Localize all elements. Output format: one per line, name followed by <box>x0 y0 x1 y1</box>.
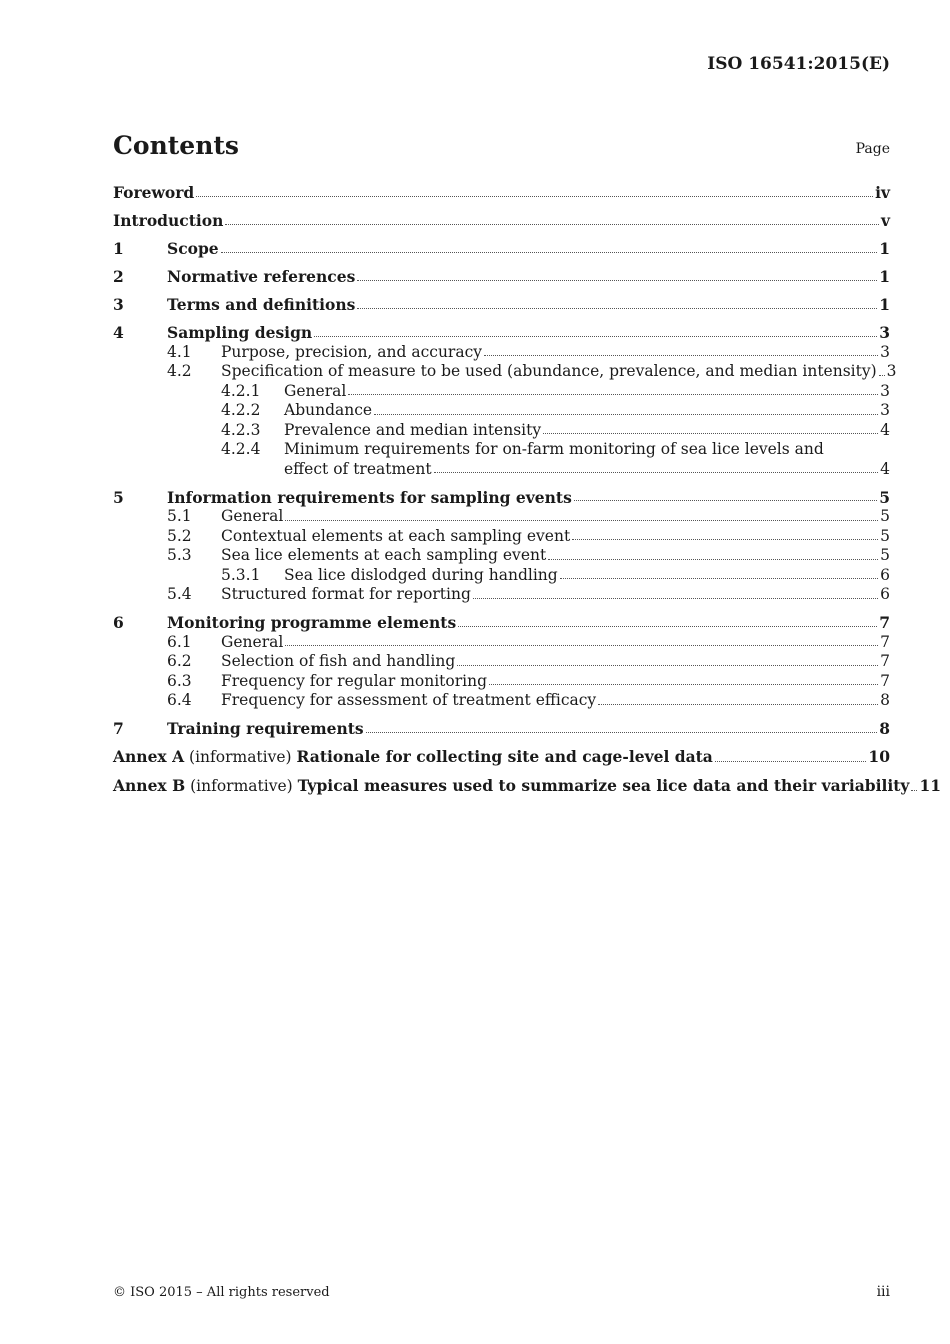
toc-entry-terms-definitions[interactable] <box>113 295 890 315</box>
toc-entry-page: 1 <box>879 295 890 314</box>
toc-entry-number: 2 <box>113 267 124 286</box>
toc-entry-page: 5 <box>880 507 890 525</box>
toc-entry-page: 7 <box>880 671 890 690</box>
annex-identifier: Annex B <box>113 776 186 795</box>
dot-leader <box>458 626 877 627</box>
toc-entry-page: 11 <box>919 776 942 795</box>
toc-entry-number: 4.2.4 <box>221 440 261 458</box>
dot-leader <box>911 790 917 791</box>
toc-entry-number: 4.2.2 <box>221 401 261 419</box>
toc-entry-page: 7 <box>880 652 890 670</box>
standard-identifier: ISO 16541:2015(E) <box>707 54 890 74</box>
toc-entry-title: Contextual elements at each sampling event <box>221 526 571 545</box>
toc-entry-number: 6 <box>113 613 124 632</box>
annex-title: Typical measures used to summarize sea lice data and their variability <box>297 776 910 795</box>
toc-entry-page: 5 <box>879 487 890 507</box>
toc-entry-page: 3 <box>880 342 890 361</box>
toc-entry-title: Structured format for reporting <box>221 585 471 603</box>
toc-entry-number: 4.2.3 <box>221 420 261 439</box>
toc-entry-number: 5.4 <box>167 585 192 603</box>
toc-entry-page: 1 <box>879 267 890 286</box>
toc-entry-number: 6.4 <box>167 691 192 709</box>
dot-leader <box>715 761 867 762</box>
dot-leader <box>484 355 878 356</box>
dot-leader <box>374 414 878 415</box>
dot-leader <box>574 500 877 501</box>
toc-entry-number: 4.1 <box>167 342 192 361</box>
toc-entry-sampling-design[interactable] <box>113 323 890 343</box>
toc-entry-page: iv <box>875 183 890 202</box>
annex-identifier: Annex A <box>113 747 185 766</box>
toc-entry-number: 5.3.1 <box>221 565 261 584</box>
toc-entry-4-2[interactable] <box>113 362 897 382</box>
dot-leader <box>348 394 878 395</box>
toc-entry-page: 8 <box>879 719 890 738</box>
annex-type: (informative) <box>189 748 292 766</box>
dot-leader <box>221 252 878 253</box>
toc-entry-title: Sea lice elements at each sampling event <box>221 546 547 564</box>
toc-entry-title-line1: Minimum requirements for on-farm monitoring of sea lice levels and <box>284 440 824 458</box>
toc-entry-title: Training requirements <box>167 719 364 738</box>
toc-entry-number: 7 <box>113 719 124 738</box>
dot-leader <box>434 472 879 473</box>
toc-entry-4-2-2[interactable] <box>113 401 890 421</box>
toc-entry-training-requirements[interactable] <box>113 719 890 739</box>
annex-type: (informative) <box>190 777 293 795</box>
page-number: iii <box>876 1284 890 1300</box>
dot-leader <box>560 578 878 579</box>
toc-entry-6-1[interactable] <box>113 633 890 653</box>
toc-entry-title: Selection of fish and handling <box>221 652 456 670</box>
toc-entry-number: 3 <box>113 295 124 314</box>
toc-entry-title: General <box>221 632 284 651</box>
dot-leader <box>357 280 877 281</box>
toc-entry-number: 4 <box>113 323 124 342</box>
toc-entry-scope[interactable] <box>113 239 890 259</box>
toc-entry-page: 3 <box>880 401 890 419</box>
toc-entry-page: 3 <box>880 381 890 400</box>
toc-entry-title: Abundance <box>284 401 373 419</box>
dot-leader <box>548 559 878 560</box>
toc-entry-number: 5.2 <box>167 526 192 545</box>
toc-entry-page: 7 <box>879 613 890 632</box>
toc-entry-number: 6.1 <box>167 632 192 651</box>
toc-entry-title: Prevalence and median intensity <box>284 420 542 439</box>
dot-leader <box>285 645 878 646</box>
toc-entry-4-2-4[interactable] <box>113 440 890 460</box>
dot-leader <box>598 704 878 705</box>
toc-entry-number: 5.1 <box>167 507 192 525</box>
toc-entry-number: 5.3 <box>167 546 192 564</box>
toc-entry-number: 6.3 <box>167 671 192 690</box>
toc-entry-title: Foreword <box>113 183 195 202</box>
toc-entry-page: 4 <box>880 459 890 478</box>
toc-entry-title: Information requirements for sampling events <box>167 487 572 507</box>
toc-entry-title: Introduction <box>113 211 224 230</box>
toc-entry-page: v <box>880 211 890 230</box>
toc-entry-title: Purpose, precision, and accuracy <box>221 342 483 361</box>
toc-entry-title: Scope <box>167 239 219 258</box>
toc-entry-5-3[interactable] <box>113 546 890 566</box>
toc-entry-page: 5 <box>880 526 890 545</box>
toc-entry-number: 1 <box>113 239 124 258</box>
toc-entry-page: 6 <box>880 565 890 584</box>
toc-entry-number: 6.2 <box>167 652 192 670</box>
toc-entry-4-2-1[interactable] <box>113 382 890 402</box>
toc-entry-title: General <box>284 381 347 400</box>
toc-entry-5-2[interactable] <box>113 527 890 547</box>
toc-entry-6-2[interactable] <box>113 652 890 672</box>
dot-leader <box>572 539 878 540</box>
dot-leader <box>357 308 877 309</box>
toc-entry-number: 4.2.1 <box>221 381 261 400</box>
toc-entry-title: Frequency for assessment of treatment efficacy <box>221 691 597 709</box>
toc-entry-introduction[interactable] <box>113 211 890 231</box>
toc-entry-page: 6 <box>880 585 890 603</box>
toc-entry-title: Sea lice dislodged during handling <box>284 565 558 584</box>
dot-leader <box>225 224 879 225</box>
toc-entry-number: 4.2 <box>167 362 192 380</box>
dot-leader <box>196 196 873 197</box>
toc-entry-6-4[interactable] <box>113 691 890 711</box>
toc-entry-page: 4 <box>880 420 890 439</box>
annex-title: Rationale for collecting site and cage-level data <box>296 747 713 766</box>
dot-leader <box>879 375 885 376</box>
dot-leader <box>314 336 877 337</box>
toc-entry-page: 3 <box>886 362 897 380</box>
toc-entry-title: Sampling design <box>167 323 313 342</box>
copyright-notice: © ISO 2015 – All rights reserved <box>113 1285 330 1300</box>
toc-entry-page: 1 <box>879 239 890 258</box>
toc-entry-title: Monitoring programme elements <box>167 613 457 632</box>
toc-entry-title: Specification of measure to be used (abundance, prevalence, and median intensity) <box>221 362 877 380</box>
toc-entry-foreword[interactable] <box>113 183 890 203</box>
toc-entry-title: General <box>221 507 284 525</box>
toc-entry-page: 10 <box>868 747 890 766</box>
dot-leader <box>457 665 878 666</box>
toc-entry-annex-b[interactable] <box>113 776 942 797</box>
toc-entry-normative-references[interactable] <box>113 267 890 287</box>
dot-leader <box>366 732 878 733</box>
toc-entry-page: 5 <box>880 546 890 564</box>
toc-entry-5-1[interactable] <box>113 507 890 527</box>
contents-heading: Contents <box>113 131 240 160</box>
toc-entry-page: 7 <box>880 632 890 651</box>
page-column-label: Page <box>855 141 890 157</box>
toc-entry-page: 3 <box>879 323 890 342</box>
dot-leader <box>489 684 878 685</box>
toc-entry-4-1[interactable] <box>113 343 890 363</box>
toc-entry-title: Normative references <box>167 267 356 286</box>
toc-entry-4-2-4-continued[interactable] <box>113 460 890 480</box>
toc-entry-information-requirements[interactable] <box>113 488 890 508</box>
dot-leader <box>543 433 878 434</box>
toc-entry-6-3[interactable] <box>113 672 890 692</box>
dot-leader <box>473 598 878 599</box>
toc-entry-monitoring-programme[interactable] <box>113 613 890 633</box>
toc-entry-5-3-1[interactable] <box>113 566 890 586</box>
toc-entry-title: Frequency for regular monitoring <box>221 671 487 690</box>
toc-entry-title-line2: effect of treatment <box>284 459 432 478</box>
toc-entry-page: 8 <box>880 691 890 709</box>
toc-entry-number: 5 <box>113 487 124 507</box>
toc-entry-annex-a[interactable] <box>113 747 890 768</box>
table-of-contents <box>113 183 942 797</box>
toc-entry-title: Terms and definitions <box>167 295 356 314</box>
toc-entry-5-4[interactable] <box>113 585 890 605</box>
toc-entry-4-2-3[interactable] <box>113 421 890 441</box>
dot-leader <box>285 520 878 521</box>
